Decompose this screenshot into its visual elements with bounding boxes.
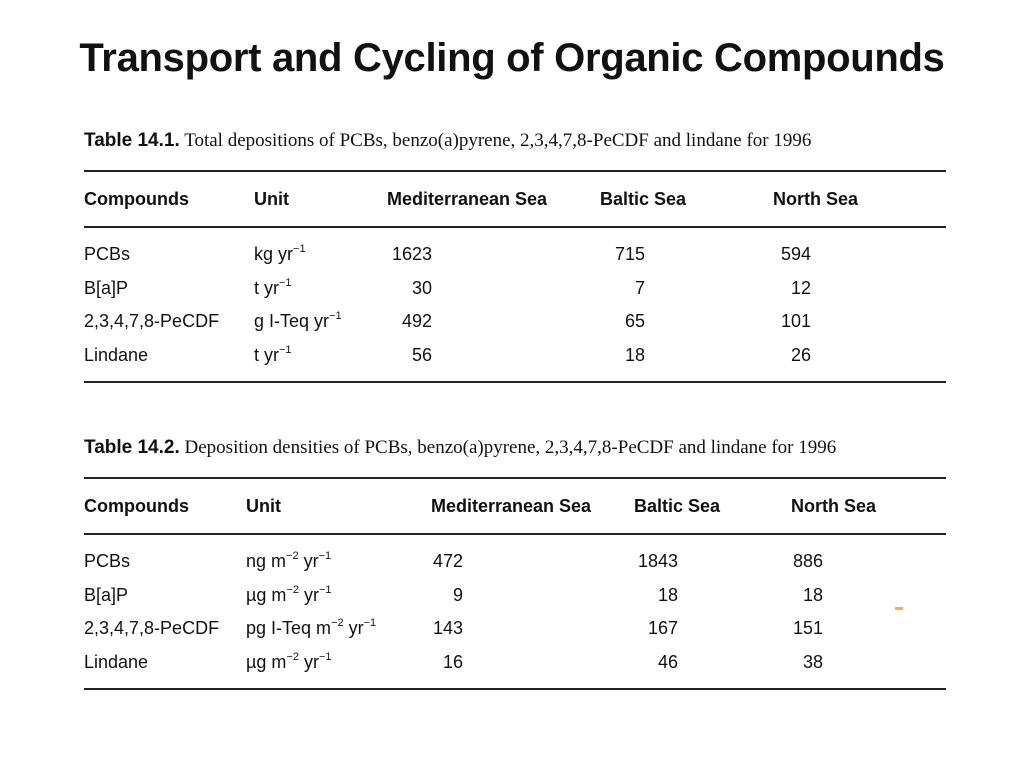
north-cell bbox=[791, 585, 946, 606]
baltic-value: 46 bbox=[657, 651, 678, 672]
mediterranean-value: 472 bbox=[432, 551, 463, 572]
unit-exponent: −1 bbox=[318, 650, 332, 663]
mediterranean-value: 1623 bbox=[391, 244, 432, 265]
column-header-mediterranean: Mediterranean Sea bbox=[387, 188, 548, 209]
compound-cell: Lindane bbox=[84, 344, 149, 365]
column-header-compounds: Compounds bbox=[84, 495, 189, 516]
table-caption bbox=[84, 437, 946, 459]
unit-exponent: −1 bbox=[279, 343, 292, 356]
column-header-north: North Sea bbox=[791, 495, 877, 516]
north-cell bbox=[791, 618, 946, 639]
unit-cell bbox=[254, 345, 387, 366]
mediterranean-value: 143 bbox=[432, 618, 463, 639]
unit-text: kg yr bbox=[254, 244, 294, 265]
mediterranean-value: 9 bbox=[452, 584, 463, 605]
baltic-cell bbox=[634, 618, 791, 639]
mediterranean-value: 16 bbox=[442, 651, 463, 672]
baltic-cell bbox=[634, 652, 791, 673]
north-cell bbox=[773, 311, 946, 332]
unit-text: yr bbox=[298, 551, 319, 572]
mediterranean-cell bbox=[387, 244, 600, 265]
column-header-compounds: Compounds bbox=[84, 188, 189, 209]
unit-exponent: −1 bbox=[293, 243, 306, 256]
baltic-value: 167 bbox=[647, 618, 678, 639]
north-value: 18 bbox=[802, 584, 823, 605]
north-value: 101 bbox=[780, 311, 811, 332]
unit-exponent: −1 bbox=[329, 310, 342, 323]
mediterranean-cell bbox=[387, 345, 600, 366]
north-value: 12 bbox=[790, 277, 811, 298]
column-header-mediterranean: Mediterranean Sea bbox=[431, 495, 592, 516]
north-value: 38 bbox=[802, 651, 823, 672]
baltic-cell bbox=[600, 345, 773, 366]
table-header-row bbox=[84, 479, 946, 533]
compound-cell: PCBs bbox=[84, 551, 131, 572]
unit-exponent: −1 bbox=[279, 276, 292, 289]
baltic-value: 1843 bbox=[637, 551, 678, 572]
unit-text: µg m bbox=[246, 584, 287, 605]
unit-cell bbox=[246, 652, 431, 673]
table-header-row bbox=[84, 172, 946, 226]
unit-cell bbox=[254, 278, 387, 299]
table-row bbox=[84, 305, 946, 339]
table-caption-text: Total depositions of PCBs, benzo(a)pyrene, 2,3,4,7,8-PeCDF and lindane for 1996 bbox=[184, 130, 812, 151]
baltic-value: 65 bbox=[624, 311, 645, 332]
north-cell bbox=[773, 278, 946, 299]
compound-cell: B[a]P bbox=[84, 277, 129, 298]
unit-text: µg m bbox=[246, 651, 287, 672]
unit-cell bbox=[254, 244, 387, 265]
unit-text: yr bbox=[298, 584, 319, 605]
mediterranean-value: 492 bbox=[401, 311, 432, 332]
unit-text: yr bbox=[298, 651, 319, 672]
unit-exponent: −2 bbox=[286, 550, 299, 563]
table-caption-label: Table 14.1. bbox=[84, 130, 180, 151]
column-header-unit: Unit bbox=[246, 495, 281, 516]
unit-text: t yr bbox=[254, 344, 279, 365]
north-cell bbox=[773, 345, 946, 366]
unit-text: g I-Teq yr bbox=[254, 311, 330, 332]
table-row bbox=[84, 579, 946, 613]
table-caption-text: Deposition densities of PCBs, benzo(a)pyrene, 2,3,4,7,8-PeCDF and lindane for 1996 bbox=[184, 437, 837, 458]
table-body bbox=[84, 228, 946, 381]
table-row bbox=[84, 612, 946, 646]
compound-cell: Lindane bbox=[84, 651, 149, 672]
unit-cell bbox=[246, 618, 431, 639]
baltic-cell bbox=[600, 244, 773, 265]
compound-cell: PCBs bbox=[84, 244, 131, 265]
table-row bbox=[84, 238, 946, 272]
mediterranean-cell bbox=[431, 551, 634, 572]
north-cell bbox=[773, 244, 946, 265]
column-header-baltic: Baltic Sea bbox=[634, 495, 721, 516]
north-cell bbox=[791, 652, 946, 673]
mediterranean-value: 56 bbox=[411, 344, 432, 365]
baltic-value: 18 bbox=[657, 584, 678, 605]
unit-exponent: −1 bbox=[363, 617, 377, 630]
unit-exponent: −1 bbox=[318, 583, 332, 596]
compound-cell: 2,3,4,7,8-PeCDF bbox=[84, 618, 220, 639]
baltic-value: 18 bbox=[624, 344, 645, 365]
mediterranean-cell bbox=[431, 652, 634, 673]
table-bottom-rule bbox=[84, 381, 946, 383]
page-title: Transport and Cycling of Organic Compounds bbox=[79, 36, 945, 80]
mediterranean-cell bbox=[387, 311, 600, 332]
unit-cell bbox=[246, 585, 431, 606]
baltic-value: 7 bbox=[634, 277, 645, 298]
mediterranean-cell bbox=[431, 585, 634, 606]
mediterranean-cell bbox=[387, 278, 600, 299]
compound-cell: 2,3,4,7,8-PeCDF bbox=[84, 311, 220, 332]
north-value: 151 bbox=[792, 618, 823, 639]
column-header-baltic: Baltic Sea bbox=[600, 188, 687, 209]
mediterranean-value: 30 bbox=[411, 277, 432, 298]
north-value: 594 bbox=[780, 244, 811, 265]
baltic-value: 715 bbox=[614, 244, 645, 265]
table-row bbox=[84, 339, 946, 373]
baltic-cell bbox=[634, 551, 791, 572]
table-row bbox=[84, 646, 946, 680]
north-value: 26 bbox=[790, 344, 811, 365]
highlight-mark bbox=[895, 607, 903, 610]
north-value: 886 bbox=[792, 551, 823, 572]
unit-exponent: −2 bbox=[286, 583, 299, 596]
table-body bbox=[84, 535, 946, 688]
compound-cell: B[a]P bbox=[84, 584, 129, 605]
north-cell bbox=[791, 551, 946, 572]
unit-text: ng m bbox=[246, 551, 287, 572]
unit-exponent: −2 bbox=[331, 617, 344, 630]
deposition-densities-table bbox=[84, 437, 946, 690]
table-row bbox=[84, 545, 946, 579]
mediterranean-cell bbox=[431, 618, 634, 639]
table-caption-label: Table 14.2. bbox=[84, 437, 180, 458]
table-caption bbox=[84, 130, 946, 152]
baltic-cell bbox=[600, 278, 773, 299]
deposition-totals-table bbox=[84, 130, 946, 383]
table-bottom-rule bbox=[84, 688, 946, 690]
unit-exponent: −1 bbox=[318, 550, 332, 563]
unit-cell bbox=[246, 551, 431, 572]
unit-text: pg I-Teq m bbox=[246, 618, 332, 639]
baltic-cell bbox=[600, 311, 773, 332]
unit-text: t yr bbox=[254, 277, 279, 298]
baltic-cell bbox=[634, 585, 791, 606]
table-row bbox=[84, 272, 946, 306]
unit-cell bbox=[254, 311, 387, 332]
column-header-north: North Sea bbox=[773, 188, 859, 209]
unit-exponent: −2 bbox=[286, 650, 299, 663]
column-header-unit: Unit bbox=[254, 188, 289, 209]
unit-text: yr bbox=[343, 618, 364, 639]
